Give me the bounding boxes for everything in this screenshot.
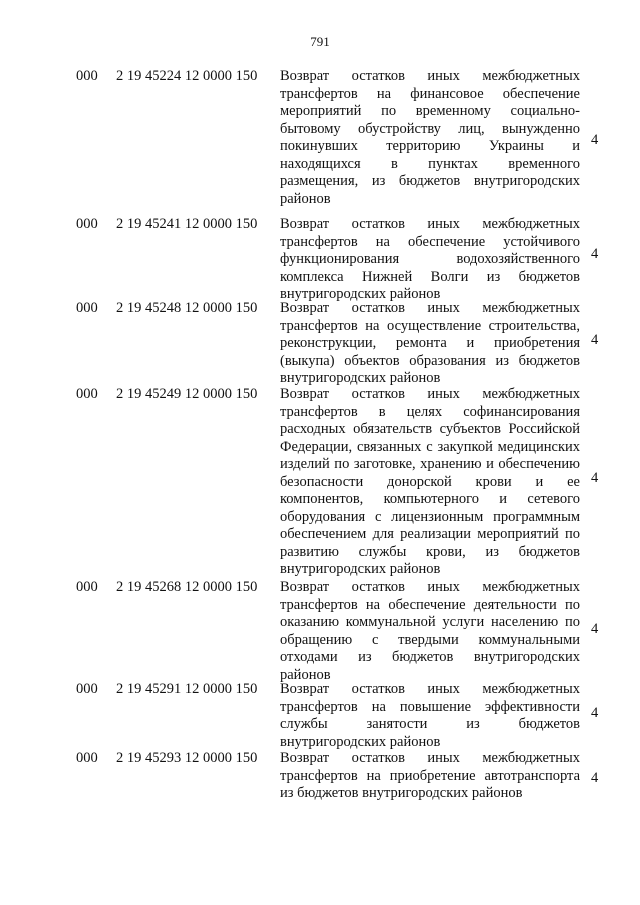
row-value: 4 [591, 332, 599, 348]
income-description: Возврат остатков иных межбюджетных трансфертов на обеспечение деятельности по оказанию коммунальной услуги населению по обращению с твердыми коммунальными отходами из бюджетов внутригородских районов [280, 579, 580, 683]
table-row [0, 579, 640, 681]
row-value: 4 [591, 470, 599, 486]
income-description: Возврат остатков иных межбюджетных трансфертов на осуществление строительства, реконструкции, ремонта и приобретения (выкупа) объектов образования из бюджетов внутригородских районов [280, 300, 580, 386]
budget-classification-code: 2 19 45224 12 0000 150 [116, 68, 258, 84]
admin-code: 000 [76, 750, 98, 766]
admin-code: 000 [76, 216, 98, 232]
budget-classification-code: 2 19 45249 12 0000 150 [116, 386, 258, 402]
row-value: 4 [591, 621, 599, 637]
page-number: 791 [310, 34, 330, 49]
table-row [0, 216, 640, 300]
income-description: Возврат остатков иных межбюджетных трансфертов на обеспечение устойчивого функционирования водохозяйственного комплекса Нижней Волги из бюджетов внутригородских районов [280, 216, 580, 302]
income-description: Возврат остатков иных межбюджетных трансфертов в целях софинансирования расходных обязательств субъектов Российской Федерации, связанных с закупкой медицинских изделий по заготовке, хранению и обеспечению безопасности донорской крови и ее компонентов, компьютерного и сетевого оборудования с лицензионным программным обеспечением для реализации мероприятий по развитию службы крови, из бюджетов внутригородских районов [280, 386, 580, 577]
table-row [0, 681, 640, 750]
budget-classification-code: 2 19 45293 12 0000 150 [116, 750, 258, 766]
income-description: Возврат остатков иных межбюджетных трансфертов на повышение эффективности службы занятости из бюджетов внутригородских районов [280, 681, 580, 750]
row-value: 4 [591, 246, 599, 262]
admin-code: 000 [76, 681, 98, 697]
admin-code: 000 [76, 68, 98, 84]
budget-classification-code: 2 19 45241 12 0000 150 [116, 216, 258, 232]
budget-classification-code: 2 19 45268 12 0000 150 [116, 579, 258, 595]
table-row [0, 750, 640, 804]
row-value: 4 [591, 132, 599, 148]
income-description: Возврат остатков иных межбюджетных трансфертов на приобретение автотранспорта из бюджетов внутригородских районов [280, 750, 580, 801]
admin-code: 000 [76, 579, 98, 595]
row-value: 4 [591, 705, 599, 721]
table-row [0, 68, 640, 216]
budget-code-table [0, 68, 640, 804]
budget-classification-code: 2 19 45248 12 0000 150 [116, 300, 258, 316]
row-value: 4 [591, 770, 599, 786]
admin-code: 000 [76, 386, 98, 402]
table-row [0, 300, 640, 386]
income-description: Возврат остатков иных межбюджетных трансфертов на финансовое обеспечение мероприятий по временному социально-бытовому обустройству лиц, вынужденно покинувших территорию Украины и находящихся в пунктах временного размещения, из бюджетов внутригородских районов [280, 68, 580, 207]
budget-classification-code: 2 19 45291 12 0000 150 [116, 681, 258, 697]
admin-code: 000 [76, 300, 98, 316]
table-row [0, 386, 640, 579]
